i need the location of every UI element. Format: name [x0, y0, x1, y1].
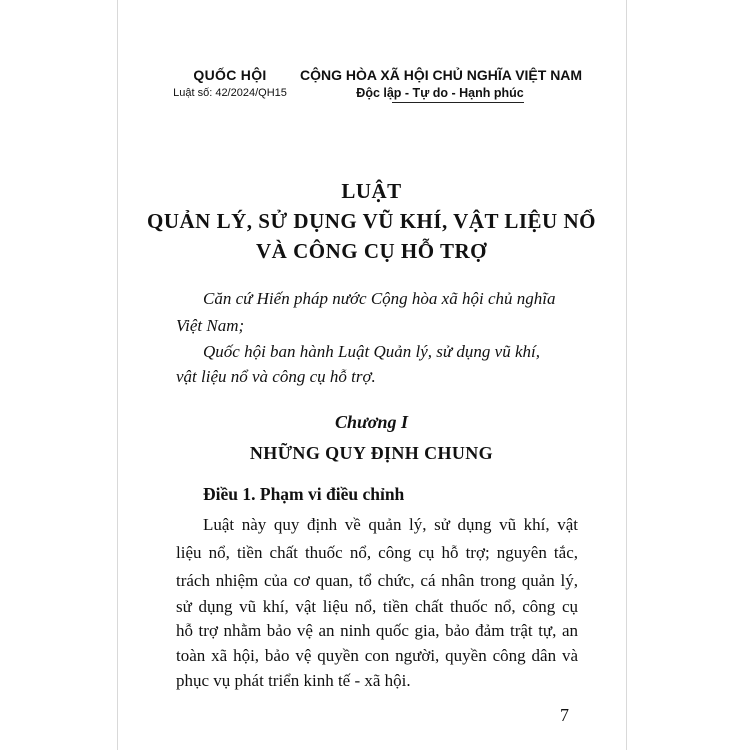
article-body-line: phục vụ phát triển kinh tế - xã hội. — [176, 671, 411, 690]
preamble-line: Căn cứ Hiến pháp nước Cộng hòa xã hội chủ nghĩa — [203, 289, 556, 308]
article-heading: Điều 1. Phạm vi điều chỉnh — [203, 484, 405, 504]
law-title — [117, 176, 626, 266]
article-body-line: liệu nổ, tiền chất thuốc nổ, công cụ hỗ trợ; nguyên tắc, — [176, 543, 578, 562]
article-body-line: toàn xã hội, bảo vệ quyền con người, quyền công dân và — [176, 646, 578, 665]
page-right-edge — [626, 0, 627, 750]
article-body-line: sử dụng vũ khí, vật liệu nổ, tiền chất thuốc nổ, công cụ — [176, 597, 578, 616]
chapter-title: NHỮNG QUY ĐỊNH CHUNG — [249, 443, 494, 463]
national-motto: Độc lập - Tự do - Hạnh phúc — [356, 86, 524, 100]
article-body-line: hỗ trợ nhằm bảo vệ an ninh quốc gia, bảo đảm trật tự, an — [176, 621, 578, 640]
title-line-1: LUẬT — [341, 179, 402, 203]
preamble-line: vật liệu nổ và công cụ hỗ trợ. — [176, 367, 376, 386]
title-line-2: QUẢN LÝ, SỬ DỤNG VŨ KHÍ, VẬT LIỆU NỔ — [147, 209, 596, 233]
nation-name: CỘNG HÒA XÃ HỘI CHỦ NGHĨA VIỆT NAM — [300, 67, 583, 83]
motto-underline — [392, 102, 524, 103]
law-number: Luật số: 42/2024/QH15 — [173, 87, 287, 99]
page-number: 7 — [560, 705, 569, 725]
issuer-name: QUỐC HỘI — [193, 67, 267, 83]
chapter-label: Chương I — [335, 412, 408, 432]
article-body-line: trách nhiệm của cơ quan, tổ chức, cá nhân trong quản lý, — [176, 571, 578, 590]
national-heading — [300, 66, 583, 101]
article-body-line: Luật này quy định về quản lý, sử dụng vũ khí, vật — [203, 515, 578, 534]
page-left-edge — [117, 0, 118, 750]
preamble-line: Quốc hội ban hành Luật Quản lý, sử dụng vũ khí, — [203, 342, 540, 361]
title-line-3: VÀ CÔNG CỤ HỖ TRỢ — [256, 239, 487, 263]
preamble-line: Việt Nam; — [176, 316, 245, 335]
issuer-block — [170, 66, 290, 100]
